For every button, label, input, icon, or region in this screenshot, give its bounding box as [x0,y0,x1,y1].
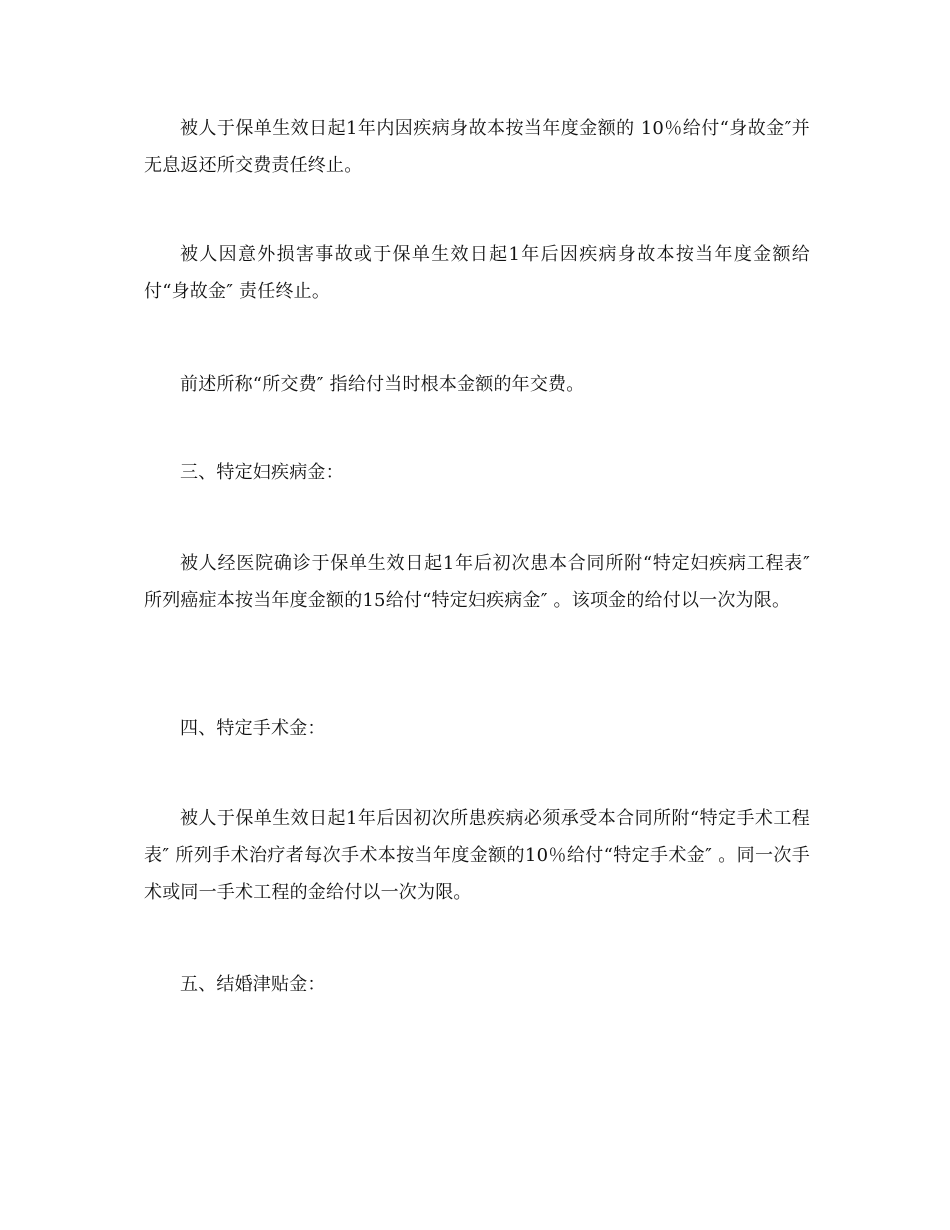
paragraph-gynecologic-disease-benefit: 被人经医院确诊于保单生效日起1年后初次患本合同所附“特定妇疾病工程表″ 所列癌症本按当年度金额的15给付“特定妇疾病金″ 。该项金的给付以一次为限。 [144,553,810,611]
section-heading-5: 五、结婚津贴金： [180,974,326,995]
paragraph-premium-definition: 前述所称“所交费″ 指给付当时根本金额的年交费。 [180,374,585,395]
paragraph-death-benefit-first-year: 被人于保单生效日起1年内因疾病身故本按当年度金额的 10％给付“身故金″并无息返还所交费责任终止。 [144,118,810,176]
paragraph-surgery-benefit: 被人于保单生效日起1年后因初次所患疾病必须承受本合同所附“特定手术工程表″ 所列手术治疗者每次手术本按当年度金额的10％给付“特定手术金″ 。同一次手术或同一手术工程的金给付以一次为限。 [144,808,810,903]
section-heading-3: 三、特定妇疾病金： [180,462,344,483]
section-heading-4: 四、特定手术金： [180,718,326,739]
paragraph-death-benefit-accident: 被人因意外损害事故或于保单生效日起1年后因疾病身故本按当年度金额给付“身故金″ 责任终止。 [144,244,810,302]
